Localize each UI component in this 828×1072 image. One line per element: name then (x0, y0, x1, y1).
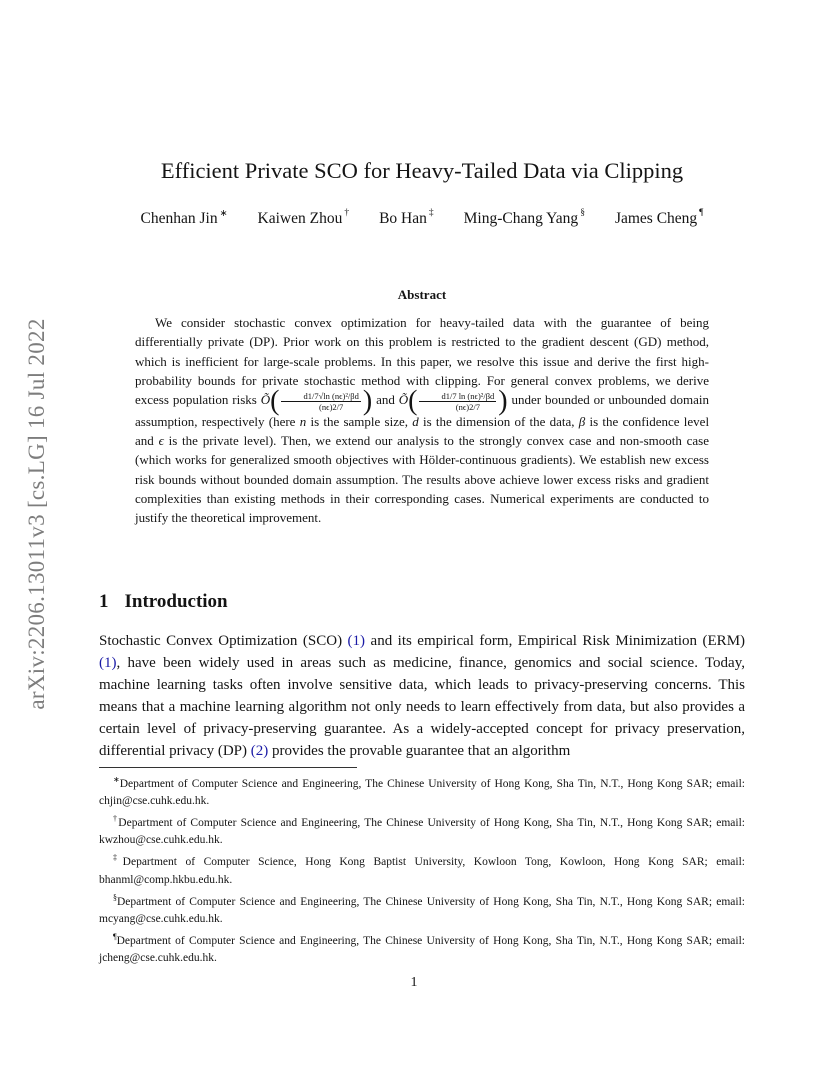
footnote-divider (99, 767, 357, 768)
footnote-text: Department of Computer Science, Hong Kong Baptist University, Kowloon Tong, Kowloon, Hong Kong SAR; email: bhanml@comp.hkbu.edu.hk. (99, 856, 745, 886)
footnote-text: Department of Computer Science and Engineering, The Chinese University of Hong Kong, Sha Tin, N.T., Hong Kong SAR; email: mcyang@cse.cuhk.edu.hk. (99, 895, 745, 925)
footnote (99, 849, 745, 888)
fraction-denominator: (nϵ)2/7 (455, 401, 480, 412)
math-symbol: β (578, 413, 586, 429)
author-name: Ming-Chang Yang (463, 210, 579, 227)
author-mark: † (344, 208, 350, 218)
section-title: Introduction (124, 591, 228, 612)
abstract-heading: Abstract (397, 287, 447, 302)
footnote-mark: § (113, 892, 117, 902)
author (464, 210, 585, 228)
abstract-text: is the sample size, (310, 413, 409, 429)
abstract-text: We consider stochastic convex optimization for heavy-tailed data with the guarantee of being differentially private (DP). Prior work on this problem is restricted to the gradient descent (GD) method, which is inefficient for large-scale problems. In this paper, we resolve this issue and derive the first high-probability bounds for private stochastic method with clipping. For general convex problems, we derive excess population risks (135, 315, 709, 408)
abstract-body (135, 313, 709, 527)
bound-fraction-1 (281, 391, 360, 412)
abstract-paragraph: We consider stochastic convex optimization for heavy-tailed data with the guarantee of being differentially private (DP). Prior work on this problem is restricted to the gradient descent (GD) method, which is inefficient for large-scale problems. In this paper, we resolve this issue and derive the first high-probability bounds for private stochastic method with clipping. For general convex problems, we derive excess population risks Õ( $\frac{\text{d1/7√ln (nϵ)²/βd}}{(n\epsilon)2/7}$ ) and Õ( $\frac{\text{d1/7 ln (nϵ)²/βd}}{(n\epsilon)2/7}$ ) under bounded or unbounded domain assumption, respectively (here n is the sample size, d is the dimension of the data, β is the confidence level and ϵ is the private level). Then, we extend our analysis to the strongly convex case and non-smooth case (which works for generalized smooth objectives with Hölder-continuous gradients). We establish new excess risk bounds without bounded domain assumption. The results above achieve lower excess risks and gradient complexities than existing methods in their corresponding cases. Numerical experiments are conducted to justify the theoretical improvement. (135, 315, 710, 526)
citation-link[interactable]: (2) (250, 743, 269, 759)
arxiv-stamp (18, 296, 56, 732)
author (379, 210, 434, 228)
math-symbol: n (299, 413, 307, 429)
body-text: and its empirical form, Empirical Risk Minimization (ERM) (370, 633, 746, 649)
arxiv-identifier: arXiv:2206.13011v3 [cs.LG] 16 Jul 2022 (24, 318, 49, 710)
footnotes (99, 771, 745, 967)
footnote (99, 771, 745, 810)
section-heading (99, 591, 228, 613)
footnote-text: Department of Computer Science and Engineering, The Chinese University of Hong Kong, Sha Tin, N.T., Hong Kong SAR; email: kwzhou@cse.cuhk.edu.hk. (99, 817, 746, 847)
citation-link[interactable]: (1) (99, 655, 117, 671)
fraction-denominator: (nϵ)2/7 (319, 401, 344, 412)
footnote-mark: † (113, 814, 119, 824)
author-mark: § (580, 208, 585, 218)
footnote (99, 928, 745, 967)
footnote-text: Department of Computer Science and Engineering, The Chinese University of Hong Kong, Sha Tin, N.T., Hong Kong SAR; email: jcheng@cse.cuhk.edu.hk. (99, 934, 745, 964)
body-text: , have been widely used in areas such as medicine, finance, genomics and social science. Today, machine learning tasks often involve sensitive data, which leads to privacy-preserving concerns. This means that a machine learning algorithm not only needs to learn effectively from data, but also provides a certain level of privacy-preserving guarantee. As a widely-accepted concept for privacy preservation, differential privacy (DP) (99, 655, 745, 759)
abstract-text: is the private level). Then, we extend our analysis to the strongly convex case and non-smooth case (which works for generalized smooth objectives with Hölder-continuous gradients). We establish new excess risk bounds without bounded domain assumption. The results above achieve lower excess risks and gradient complexities than existing methods in their corresponding cases. Numerical experiments are conducted to justify the theoretical improvement. (135, 433, 709, 526)
citation-link[interactable]: (1) (347, 633, 366, 649)
intro-paragraph (99, 630, 745, 762)
author-name: James Cheng (614, 210, 698, 227)
author-mark: ¶ (699, 208, 704, 218)
fraction-numerator: d1/7√ln (nϵ)²/βd (281, 391, 360, 402)
author-mark: ‡ (428, 208, 434, 218)
body-text: provides the provable guarantee that an algorithm (272, 743, 571, 759)
author-name: Chenhan Jin (140, 210, 218, 227)
math-symbol: ϵ (158, 433, 164, 448)
math-symbol: d (412, 413, 419, 429)
abstract-text: and (376, 392, 395, 408)
abstract-text: is the dimension of the data, (423, 413, 575, 429)
paper-title: Efficient Private SCO for Heavy-Tailed Data via Clipping (160, 158, 684, 183)
footnote (99, 810, 745, 849)
bound-fraction-2 (419, 391, 496, 412)
fraction-numerator: d1/7 ln (nϵ)²/βd (419, 391, 496, 402)
big-o-symbol: Õ (398, 392, 409, 408)
author (141, 210, 228, 228)
body-text: Stochastic Convex Optimization (SCO) (99, 633, 343, 649)
author-name: Kaiwen Zhou (257, 210, 343, 227)
author-mark: ∗ (219, 209, 228, 219)
page-number: 1 (410, 975, 418, 990)
footnote (99, 889, 745, 928)
footnote-mark: ‡ (113, 853, 123, 863)
author-list (100, 210, 744, 228)
author-name: Bo Han (379, 210, 427, 227)
footnote-mark: ∗ (113, 775, 120, 784)
abstract-text: is the confidence level and (135, 413, 710, 448)
footnote-text: Department of Computer Science and Engineering, The Chinese University of Hong Kong, Sha Tin, N.T., Hong Kong SAR; email: chjin@cse.cuhk.edu.hk. (99, 777, 745, 808)
big-o-symbol: Õ (260, 392, 271, 408)
abstract-text: under bounded or unbounded domain assumption, respectively (here (135, 392, 710, 429)
section-number: 1 (99, 591, 109, 612)
author (258, 210, 350, 228)
author (615, 210, 704, 228)
footnote-mark: ¶ (113, 931, 117, 941)
